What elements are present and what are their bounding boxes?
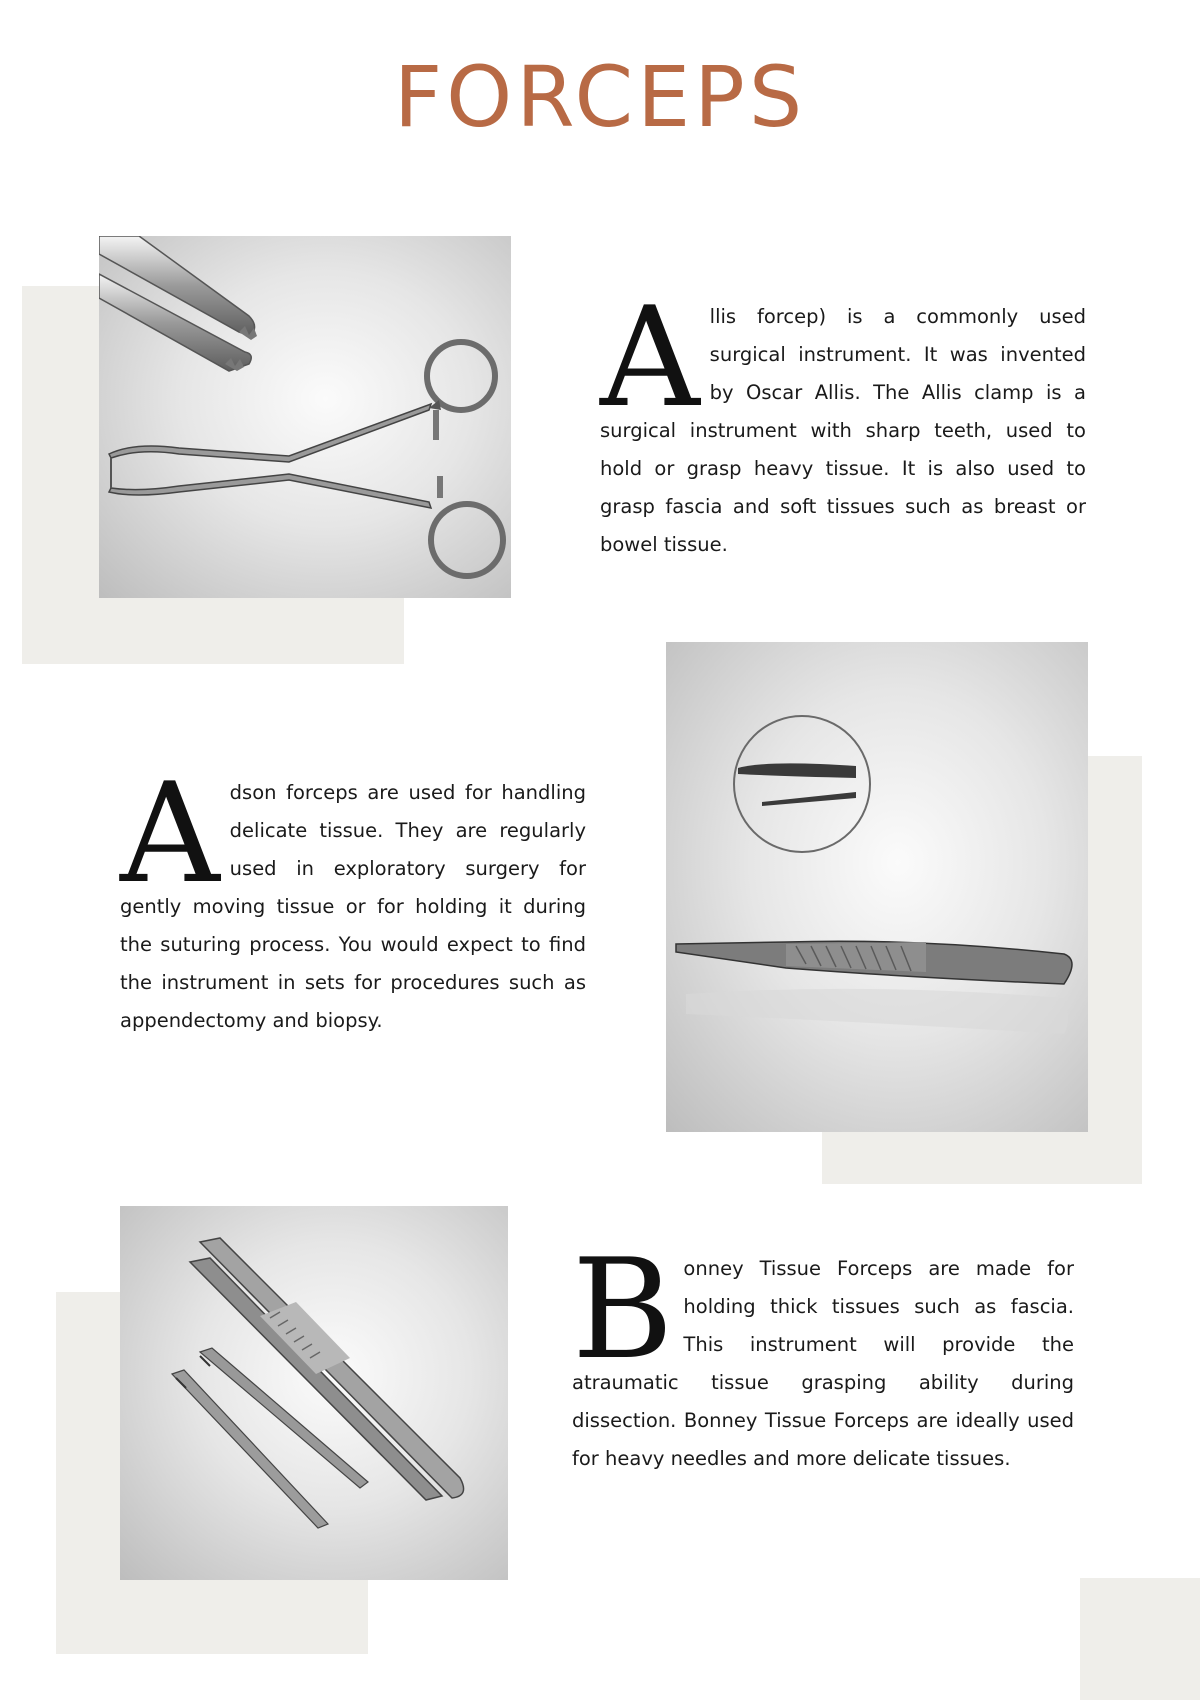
section-body: llis forcep) is a commonly used surgical instrument. It was invented by Oscar Allis. The Allis clamp is a surgical instrument with sharp teeth, used to hold or grasp heavy tissue. It is also used to grasp fascia and soft tissues such as breast or bowel tissue. (600, 305, 1086, 556)
adson-forceps-photo (666, 642, 1088, 1132)
dropcap-letter: B (572, 1229, 674, 1390)
allis-forceps-photo (99, 236, 511, 598)
adson-forceps-illustration (666, 642, 1088, 1132)
bonney-forceps-photo (120, 1206, 508, 1580)
allis-forceps-illustration (99, 236, 511, 598)
bonney-forceps-description (572, 1229, 1074, 1478)
decorative-block-4 (1080, 1578, 1200, 1700)
adson-forceps-description (120, 753, 586, 1040)
section-body: dson forceps are used for handling delicate tissue. They are regularly used in exploratory surgery for gently moving tissue or for holding it during the suturing process. You would expect to find the instrument in sets for procedures such as appendectomy and biopsy. (120, 781, 586, 1032)
dropcap-letter: A (600, 277, 700, 438)
section-body: onney Tissue Forceps are made for holding thick tissues such as fascia. This instrument will provide the atraumatic tissue grasping ability during dissection. Bonney Tissue Forceps are ideally used for heavy needles and more delicate tissues. (572, 1257, 1074, 1470)
dropcap-letter: A (120, 753, 220, 914)
allis-forceps-description (600, 277, 1086, 564)
bonney-forceps-illustration (120, 1206, 508, 1580)
page-title: FORCEPS (393, 48, 807, 146)
